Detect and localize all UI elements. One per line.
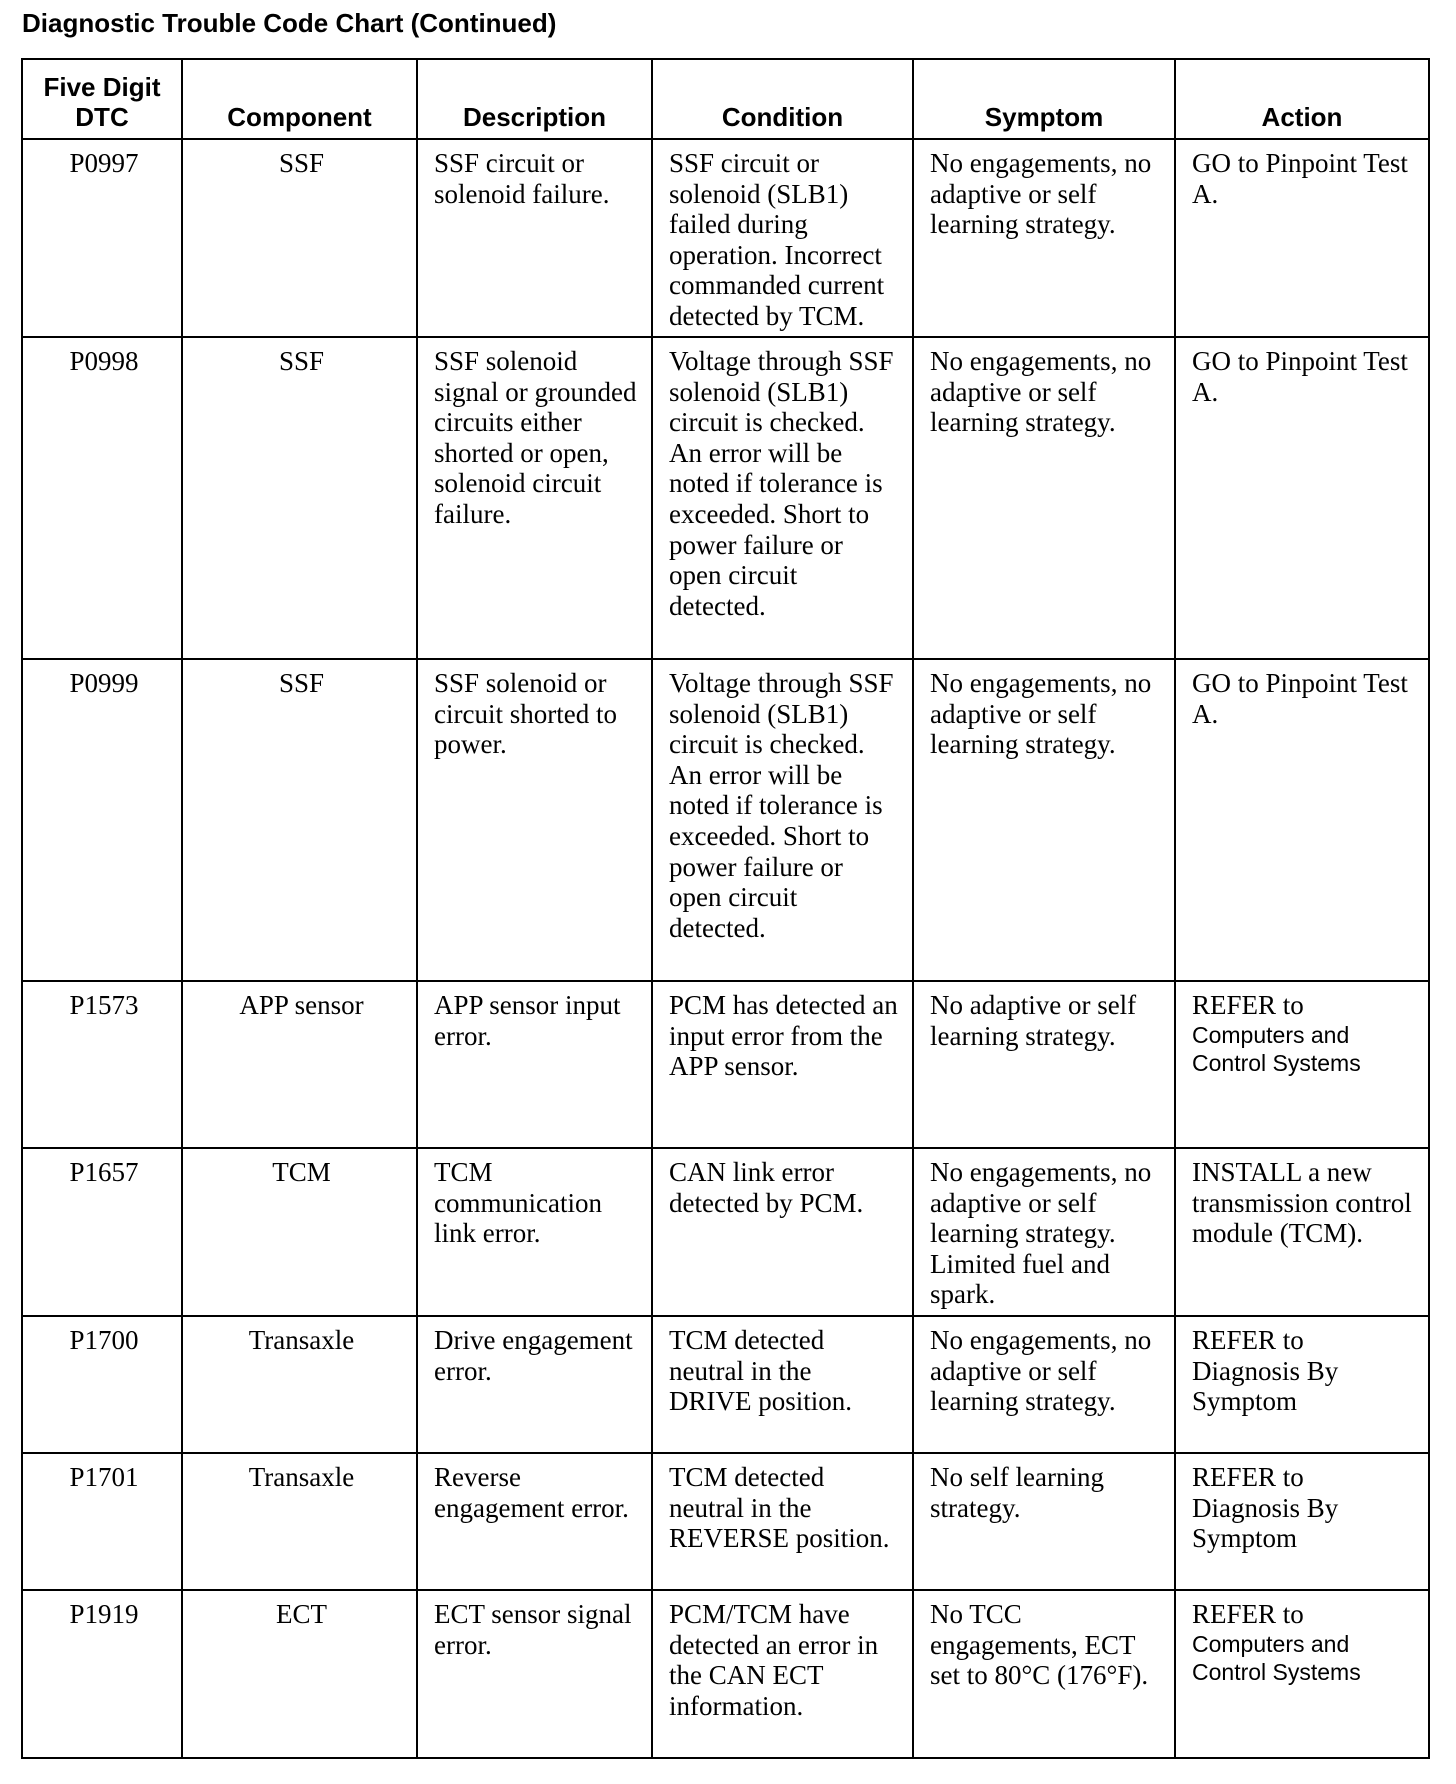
cell-action: GO to Pinpoint Test A. bbox=[1175, 337, 1429, 659]
cell-component: ECT bbox=[182, 1590, 417, 1758]
cell-component: SSF bbox=[182, 139, 417, 337]
header-component: Component bbox=[182, 59, 417, 139]
cell-dtc: P1657 bbox=[22, 1148, 182, 1316]
cell-component: SSF bbox=[182, 337, 417, 659]
table-row bbox=[22, 1316, 1429, 1453]
cell-description: SSF solenoid signal or grounded circuits either shorted or open, solenoid circuit failure. bbox=[417, 337, 652, 659]
cell-component: APP sensor bbox=[182, 981, 417, 1148]
cell-action: GO to Pinpoint Test A. bbox=[1175, 139, 1429, 337]
cell-description: ECT sensor signal error. bbox=[417, 1590, 652, 1758]
action-reference-link[interactable]: Computers and Control Systems bbox=[1192, 1630, 1361, 1685]
cell-action: REFER to Diagnosis By Symptom bbox=[1175, 1316, 1429, 1453]
cell-condition: TCM detected neutral in the REVERSE position. bbox=[652, 1453, 913, 1590]
cell-description: SSF solenoid or circuit shorted to power. bbox=[417, 659, 652, 981]
table-row bbox=[22, 1590, 1429, 1758]
header-dtc bbox=[22, 59, 182, 139]
cell-dtc: P0997 bbox=[22, 139, 182, 337]
cell-dtc: P1573 bbox=[22, 981, 182, 1148]
cell-description: Drive engagement error. bbox=[417, 1316, 652, 1453]
cell-component: Transaxle bbox=[182, 1453, 417, 1590]
cell-action: REFER to Diagnosis By Symptom bbox=[1175, 1453, 1429, 1590]
table-row bbox=[22, 139, 1429, 337]
cell-component: SSF bbox=[182, 659, 417, 981]
cell-symptom: No engagements, no adaptive or self learning strategy. bbox=[913, 1316, 1175, 1453]
header-condition: Condition bbox=[652, 59, 913, 139]
header-action: Action bbox=[1175, 59, 1429, 139]
table-row bbox=[22, 981, 1429, 1148]
cell-condition: TCM detected neutral in the DRIVE position. bbox=[652, 1316, 913, 1453]
cell-description: SSF circuit or solenoid failure. bbox=[417, 139, 652, 337]
cell-component: TCM bbox=[182, 1148, 417, 1316]
cell-symptom: No engagements, no adaptive or self learning strategy. bbox=[913, 139, 1175, 337]
cell-symptom: No self learning strategy. bbox=[913, 1453, 1175, 1590]
table-row bbox=[22, 337, 1429, 659]
cell-dtc: P1919 bbox=[22, 1590, 182, 1758]
cell-symptom: No TCC engagements, ECT set to 80°C (176°F). bbox=[913, 1590, 1175, 1758]
cell-action bbox=[1175, 981, 1429, 1148]
page-title: Diagnostic Trouble Code Chart (Continued) bbox=[22, 8, 557, 38]
cell-condition: CAN link error detected by PCM. bbox=[652, 1148, 913, 1316]
cell-description: Reverse engagement error. bbox=[417, 1453, 652, 1590]
cell-condition: PCM has detected an input error from the APP sensor. bbox=[652, 981, 913, 1148]
header-dtc-line2: DTC bbox=[75, 102, 129, 132]
cell-symptom: No engagements, no adaptive or self learning strategy. Limited fuel and spark. bbox=[913, 1148, 1175, 1316]
cell-action bbox=[1175, 1590, 1429, 1758]
cell-dtc: P1701 bbox=[22, 1453, 182, 1590]
table-row bbox=[22, 659, 1429, 981]
cell-condition: PCM/TCM have detected an error in the CAN ECT information. bbox=[652, 1590, 913, 1758]
action-refer-prefix: REFER to bbox=[1192, 990, 1304, 1020]
cell-component: Transaxle bbox=[182, 1316, 417, 1453]
table-row bbox=[22, 1148, 1429, 1316]
action-refer-prefix: REFER to bbox=[1192, 1599, 1304, 1629]
cell-symptom: No engagements, no adaptive or self learning strategy. bbox=[913, 659, 1175, 981]
header-row bbox=[22, 59, 1429, 139]
cell-condition: SSF circuit or solenoid (SLB1) failed during operation. Incorrect commanded current detected by TCM. bbox=[652, 139, 913, 337]
cell-condition: Voltage through SSF solenoid (SLB1) circuit is checked. An error will be noted if tolerance is exceeded. Short to power failure or open circuit detected. bbox=[652, 659, 913, 981]
header-symptom: Symptom bbox=[913, 59, 1175, 139]
cell-action: INSTALL a new transmission control module (TCM). bbox=[1175, 1148, 1429, 1316]
cell-dtc: P1700 bbox=[22, 1316, 182, 1453]
cell-action: GO to Pinpoint Test A. bbox=[1175, 659, 1429, 981]
dtc-chart-table bbox=[21, 58, 1430, 1759]
cell-symptom: No engagements, no adaptive or self learning strategy. bbox=[913, 337, 1175, 659]
action-reference-link[interactable]: Computers and Control Systems bbox=[1192, 1021, 1361, 1076]
cell-symptom: No adaptive or self learning strategy. bbox=[913, 981, 1175, 1148]
cell-condition: Voltage through SSF solenoid (SLB1) circuit is checked. An error will be noted if tolerance is exceeded. Short to power failure or open circuit detected. bbox=[652, 337, 913, 659]
header-dtc-line1: Five Digit bbox=[43, 72, 161, 102]
cell-dtc: P0998 bbox=[22, 337, 182, 659]
cell-dtc: P0999 bbox=[22, 659, 182, 981]
header-description: Description bbox=[417, 59, 652, 139]
cell-description: TCM communication link error. bbox=[417, 1148, 652, 1316]
cell-description: APP sensor input error. bbox=[417, 981, 652, 1148]
table-row bbox=[22, 1453, 1429, 1590]
